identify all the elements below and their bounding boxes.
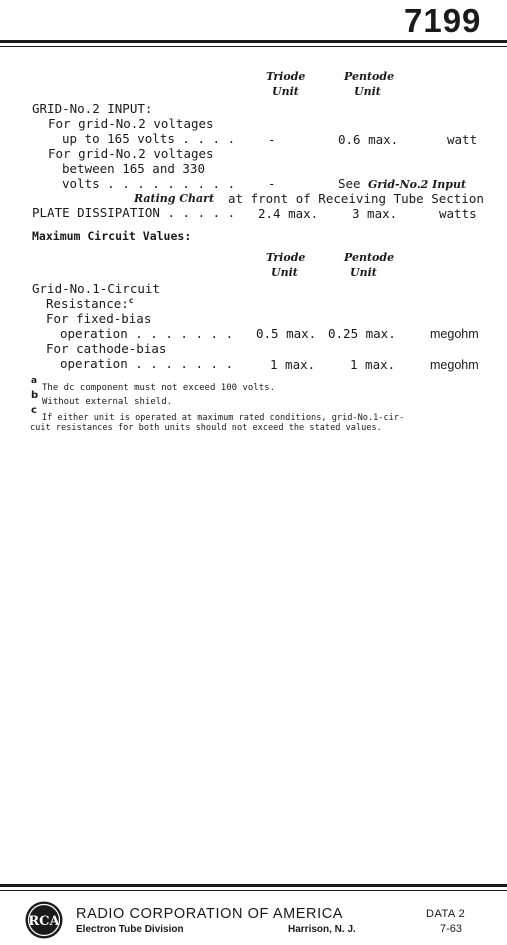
triode-plate-value: 2.4 max. — [258, 206, 319, 221]
division-name: Electron Tube Division — [76, 924, 184, 935]
plate-dissipation-label: PLATE DISSIPATION . . . . . — [32, 205, 236, 220]
grid1-circuit-label: Grid-No.1-Circuit — [32, 281, 160, 296]
unit-watt: watt — [447, 132, 478, 147]
triode-grid2-value-2: - — [268, 176, 276, 191]
col2-header-triode-unit: Unit — [271, 266, 298, 279]
footnote-c-text-2: cuit resistances for both units should not exceed the stated values. — [30, 423, 382, 433]
header-rule-thick — [0, 40, 507, 43]
grid2-voltages-label-a: For grid-No.2 voltages — [48, 116, 214, 131]
company-name: RADIO CORPORATION OF AMERICA — [76, 906, 344, 922]
cathode-bias-label: For cathode-bias — [46, 341, 167, 356]
resistance-label — [46, 296, 134, 311]
grid2-voltages-label-b: For grid-No.2 voltages — [48, 146, 214, 161]
footnote-c-text-1: If either unit is operated at maximum rated conditions, grid-No.1-cir- — [42, 413, 405, 423]
pentode-cathode-value: 1 max. — [350, 357, 396, 372]
triode-grid2-value-1: - — [268, 132, 276, 147]
location: Harrison, N. J. — [288, 924, 356, 935]
col-header-pentode-unit: Unit — [354, 85, 381, 98]
max-circuit-values-title: Maximum Circuit Values: — [32, 229, 192, 243]
cathode-operation-label: operation . . . . . . . — [60, 356, 234, 371]
col2-header-pentode: Pentode — [344, 251, 395, 264]
col-header-pentode: Pentode — [344, 70, 395, 83]
between-label: between 165 and 330 — [62, 161, 205, 176]
col-header-triode: Triode — [266, 70, 306, 83]
unit-megohm-fixed: megohm — [430, 327, 479, 341]
grid2-input-ref: Grid-No.2 Input — [368, 178, 467, 191]
footnote-b-mark: b — [31, 390, 39, 401]
footnote-c-mark: c — [31, 405, 37, 416]
tube-number: 7199 — [404, 2, 482, 39]
col-header-triode-unit: Unit — [272, 85, 299, 98]
rca-logo-text: RCA — [28, 914, 60, 929]
rca-logo-icon — [24, 900, 64, 940]
col2-header-triode: Triode — [266, 251, 306, 264]
fixed-bias-label: For fixed-bias — [46, 311, 152, 326]
rating-chart-ref: Rating Chart — [134, 192, 215, 205]
fixed-operation-label: operation . . . . . . . — [60, 326, 234, 341]
unit-megohm-cathode: megohm — [430, 358, 479, 372]
header-rule-thin — [0, 46, 507, 47]
col2-header-pentode-unit: Unit — [350, 266, 377, 279]
resistance-text: Resistance: — [46, 296, 129, 312]
data-sheet-label: DATA 2 — [426, 908, 466, 920]
unit-watts: watts — [439, 206, 477, 221]
data-sheet-date: 7-63 — [440, 923, 463, 935]
pentode-grid2-value-1: 0.6 max. — [338, 132, 399, 147]
footnote-ref-c: c — [128, 296, 134, 305]
footnote-a-text: The dc component must not exceed 100 volts. — [42, 383, 275, 393]
footer-rule-thin — [0, 890, 507, 891]
front-of-section-text: at front of Receiving Tube Section — [228, 191, 484, 206]
see-label: See — [338, 176, 361, 191]
up-to-165-label: up to 165 volts . . . . — [62, 131, 236, 146]
grid2-input-label: GRID-No.2 INPUT: — [32, 101, 153, 116]
pentode-fixed-value: 0.25 max. — [328, 326, 396, 341]
triode-cathode-value: 1 max. — [270, 357, 316, 372]
footnote-b-text: Without external shield. — [42, 397, 173, 407]
triode-fixed-value: 0.5 max. — [256, 326, 317, 341]
volts-label: volts . . . . . . . . . — [62, 176, 236, 191]
pentode-plate-value: 3 max. — [352, 206, 398, 221]
footnote-a-mark: a — [31, 376, 38, 386]
footer-rule-thick — [0, 884, 507, 887]
